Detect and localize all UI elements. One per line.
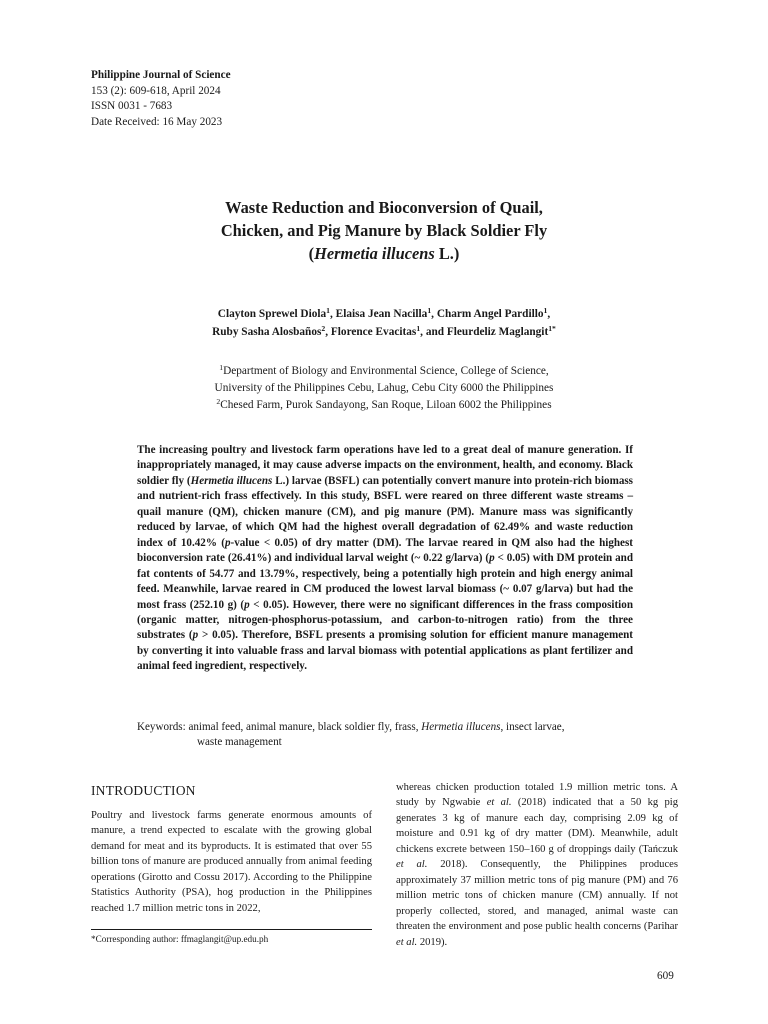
issn: ISSN 0031 - 7683 xyxy=(91,100,173,113)
et-al: et al. xyxy=(396,936,418,948)
author-affiliation-mark: 1 xyxy=(416,323,421,333)
section-heading-introduction: INTRODUCTION xyxy=(91,783,196,798)
keywords-species: Hermetia illucens xyxy=(421,721,501,733)
author-affiliation-mark: 1 xyxy=(326,305,331,315)
journal-name: Philippine Journal of Science xyxy=(91,69,231,81)
affiliation-1 xyxy=(140,363,628,380)
affiliation-1-cont: University of the Philippines Cebu, Lahug, Cebu City 6000 the Philippines xyxy=(214,382,554,394)
author-name: Charm Angel Pardillo xyxy=(436,308,544,320)
affiliation-number: 1 xyxy=(219,362,224,372)
author-separator: , xyxy=(431,308,437,320)
volume-pages: 153 (2): 609-618, April 2024 xyxy=(91,84,221,97)
author-name: Florence Evacitas xyxy=(330,326,417,338)
abstract xyxy=(137,443,633,675)
body-text-span: (2018) indicated that a 50 kg pig generates 3 kg of manure each day, comprising 2.09 kg of moisture and 0.91 kg of dry matter (DM). Meanwhile, adult chickens excrete between 150–160 g of droppings daily (Tańczuk xyxy=(396,797,678,855)
title-line-2: Chicken, and Pig Manure by Black Soldier Fly xyxy=(220,221,548,240)
author-affiliation-mark: 2 xyxy=(321,323,326,333)
author-affiliation-mark: 1* xyxy=(548,323,556,333)
author-affiliation-mark: 1 xyxy=(543,305,548,315)
abstract-text: > 0.05). Therefore, BSFL presents a promising solution for efficient manure management by converting it into valuable frass and larval biomass with potential applications as plant fertilizer and animal feed ingredient, respectively. xyxy=(137,629,634,673)
author-name: Fleurdeliz Maglangit xyxy=(446,326,549,338)
keywords-text: animal feed, animal manure, black soldier fly, frass, xyxy=(185,721,422,733)
corresponding-author-footnote: *Corresponding author: ffmaglangit@up.edu.ph xyxy=(91,934,269,944)
author-separator: , xyxy=(547,308,551,320)
author-line-1 xyxy=(100,305,668,323)
author-list xyxy=(100,305,668,341)
body-text-span: 2019). xyxy=(417,936,448,948)
intro-paragraph: Poultry and livestock farms generate enormous amounts of manure, a trend expected to escalate with the growing global demand for meat and its byproducts. It is estimated that over 55 billion tons of manure are produced annually from animal feeding operations (Girotto and Cossu 2017). According to the Philippine Statistics Authority (PSA), hog production in the Philippines reached 1.7 million metric tons in 2022, xyxy=(91,810,372,914)
title-line-1: Waste Reduction and Bioconversion of Quail, xyxy=(225,198,543,217)
body-column-right xyxy=(396,780,678,950)
author-line-2 xyxy=(100,323,668,341)
title-line-3: (Hermetia illucens L.) xyxy=(308,244,460,263)
author-name: Clayton Sprewel Diola xyxy=(217,308,327,320)
p-symbol: p xyxy=(224,536,231,549)
title-authority: L.) xyxy=(438,244,460,263)
author-separator: , xyxy=(330,308,336,320)
author-affiliation-mark: 1 xyxy=(427,305,432,315)
abstract-species: Hermetia illucens xyxy=(190,474,273,487)
affiliation-number: 2 xyxy=(216,396,221,406)
author-separator: , xyxy=(325,326,331,338)
et-al: et al. xyxy=(396,859,428,871)
keywords-continuation: waste management xyxy=(197,736,282,749)
author-separator: , and xyxy=(420,326,447,338)
body-text-span: whereas chicken production totaled 1.9 million metric tons. A study by Ngwabie xyxy=(396,782,678,809)
keywords xyxy=(137,720,633,751)
body-text-span: 2018). Consequently, the Philippines produces approximately 37 million metric tons of pig manure (PM) and 76 million metric tons of chicken manure (CM) annually. If not properly collected, stored, and managed, animal waste can threaten the environment and pose public health concerns (Parihar xyxy=(396,859,678,933)
abstract-text: -value < 0.05) of dry matter (DM). The larvae reared in QM also had the highest bioconversion rate (26.41%) and individual larval weight (~ 0.22 g/larva) ( xyxy=(137,536,633,565)
p-symbol: p xyxy=(192,629,199,642)
intro-paragraph-cont xyxy=(396,780,678,950)
title-species: Hermetia illucens xyxy=(314,244,435,263)
abstract-text: L.) larvae (BSFL) can potentially convert manure into protein-rich biomass and nutrient-rich frass effectively. In this study, BSFL were reared on three different waste streams – quail manure (QM), chicken manure (CM), and pig manure (PM). Manure mass was significantly reduced by larvae, of which QM had the highest overall degradation of 62.49% and waste reduction index of 10.42% ( xyxy=(137,474,633,549)
footnote-divider xyxy=(91,929,372,930)
affiliation-text: Department of Biology and Environmental Science, College of Science, xyxy=(223,365,549,377)
affiliations xyxy=(140,363,628,414)
keywords-label: Keywords: xyxy=(137,721,186,733)
affiliation-text: Chesed Farm, Purok Sandayong, San Roque, Liloan 6002 the Philippines xyxy=(220,399,552,411)
date-received: Date Received: 16 May 2023 xyxy=(91,115,223,128)
affiliation-2 xyxy=(140,397,628,414)
author-name: Elaisa Jean Nacilla xyxy=(335,308,428,320)
page-number: 609 xyxy=(657,970,674,982)
abstract-text: < 0.05) with DM protein and fat contents of 54.77 and 13.79%, respectively, being a potentially high protein and high energy animal feed. Meanwhile, larvae reared in CM produced the lowest larval biomass (~ 0.07 g/larva) but had the most frass (252.10 g) ( xyxy=(137,552,634,611)
keywords-text: , insect larvae, xyxy=(500,721,565,733)
et-al: et al. xyxy=(486,797,512,809)
body-column-left xyxy=(91,782,372,916)
p-symbol: p xyxy=(489,552,495,565)
abstract-text: < 0.05). However, there were no significant differences in the frass composition (organic matter, nitrogen-phosphorus-potassium, and carbon-to-nitrogen ratio) from the three substrates ( xyxy=(137,598,633,642)
author-name: Ruby Sasha Alosbaños xyxy=(212,326,322,338)
p-symbol: p xyxy=(244,598,250,611)
journal-meta xyxy=(91,68,231,130)
article-title xyxy=(120,196,648,265)
abstract-text: The increasing poultry and livestock farm operations have led to a great deal of manure generation. If inappropriately managed, it may cause adverse impacts on the environment, health, and economy. Black soldier fly ( xyxy=(137,444,633,487)
